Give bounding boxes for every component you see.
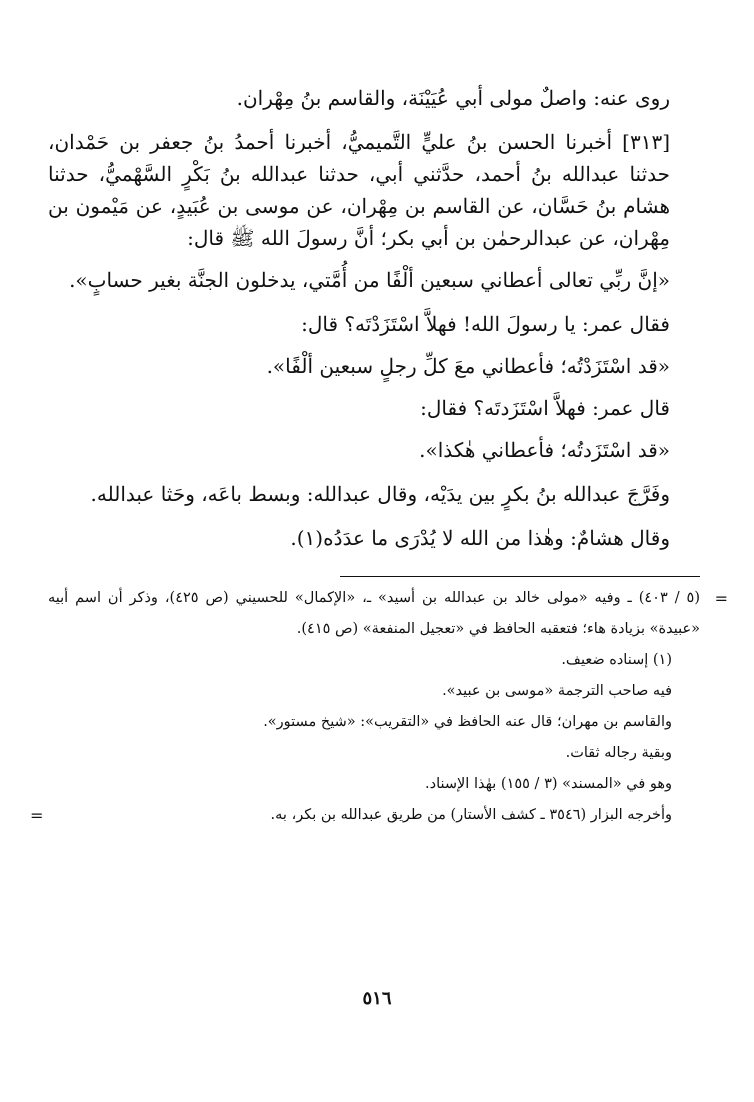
main-paragraph: «قد اسْتَزَدتُه؛ فأعطاني هٰكذا». (419, 438, 670, 462)
footnotes (30, 583, 728, 831)
main-paragraph: قال عمر: فهلاَّ اسْتَزَدتَه؟ فقال: (420, 396, 670, 420)
main-text (48, 82, 700, 554)
main-paragraph: وقال هشامٌ: وهٰذا من الله لا يُدْرَى ما عدَدُه(١). (290, 526, 670, 550)
footnote-line: وهو في «المسند» (٣ / ١٥٥) بهٰذا الإسناد. (425, 776, 672, 792)
footnote-line (30, 800, 700, 831)
hadith-paragraph: [٣١٣] أخبرنا الحسن بنُ عليٍّ التَّميميُّ، أخبرنا أحمدُ بنُ جعفر بن حَمْدان، حدثنا عبدالله بنُ أحمد، حدَّثني أبي، حدثنا عبدالله بنُ بَكْرٍ السَّهْميُّ، حدثنا هشام بنُ حَسَّان، عن القاسم بن مِهْران، عن موسى بن عُبَيدٍ، عن مَيْمون بن مِهْران، عن عبدالرحمٰن بن أبي بكر؛ أنَّ رسولَ الله ﷺ قال: (48, 130, 670, 250)
main-paragraph: «قد اسْتَزَدْتُه؛ فأعطاني معَ كلِّ رجلٍ سبعين ألْفًا». (266, 354, 670, 378)
continuation-mark-start: = (714, 589, 728, 608)
main-paragraph: وفَرَّجَ عبدالله بنُ بكرٍ بين يدَيْه، وقال عبدالله: وبسط باعَه، وحَثا عبدالله. (90, 482, 670, 506)
footnote-line: والقاسم بن مهران؛ قال عنه الحافظ في «التقريب»: «شيخ مستور». (263, 714, 672, 730)
footnote-line-text: وأخرجه البزار (٣٥٤٦ ـ كشف الأستار) من طريق عبدالله بن بكر، به. (270, 807, 672, 823)
footnote-line: وبقية رجاله ثقات. (565, 745, 672, 761)
footnote-line: (١) إسناده ضعيف. (561, 652, 672, 668)
footnote-divider (340, 576, 700, 577)
main-paragraph: روى عنه: واصلٌ مولى أبي عُيَيْنَة، والقاسم بنُ مِهْران. (236, 86, 670, 110)
continuation-mark-end: = (30, 806, 44, 825)
footnote-line: (٥ / ٤٠٣) ـ وفيه «مولى خالد بن عبدالله بن أسيد» ـ، «الإكمال» للحسيني (ص ٤٢٥)، وذكر أن اسم أبيه «عبيدة» بزيادة هاء؛ فتعقبه الحافظ في «تعجيل المنفعة» (ص ٤١٥). (48, 590, 700, 637)
footnote-line: فيه صاحب الترجمة «موسى بن عبيد». (442, 683, 672, 699)
page-body (30, 82, 728, 831)
main-paragraph: فقال عمر: يا رسولَ الله! فهلاَّ اسْتَزَدْتَه؟ قال: (301, 312, 670, 336)
main-paragraph: «إنَّ ربِّي تعالى أعطاني سبعين ألْفًا من أُمَّتي، يدخلون الجنَّة بغير حسابٍ». (69, 268, 670, 292)
page-number: ٥١٦ (362, 988, 392, 1009)
